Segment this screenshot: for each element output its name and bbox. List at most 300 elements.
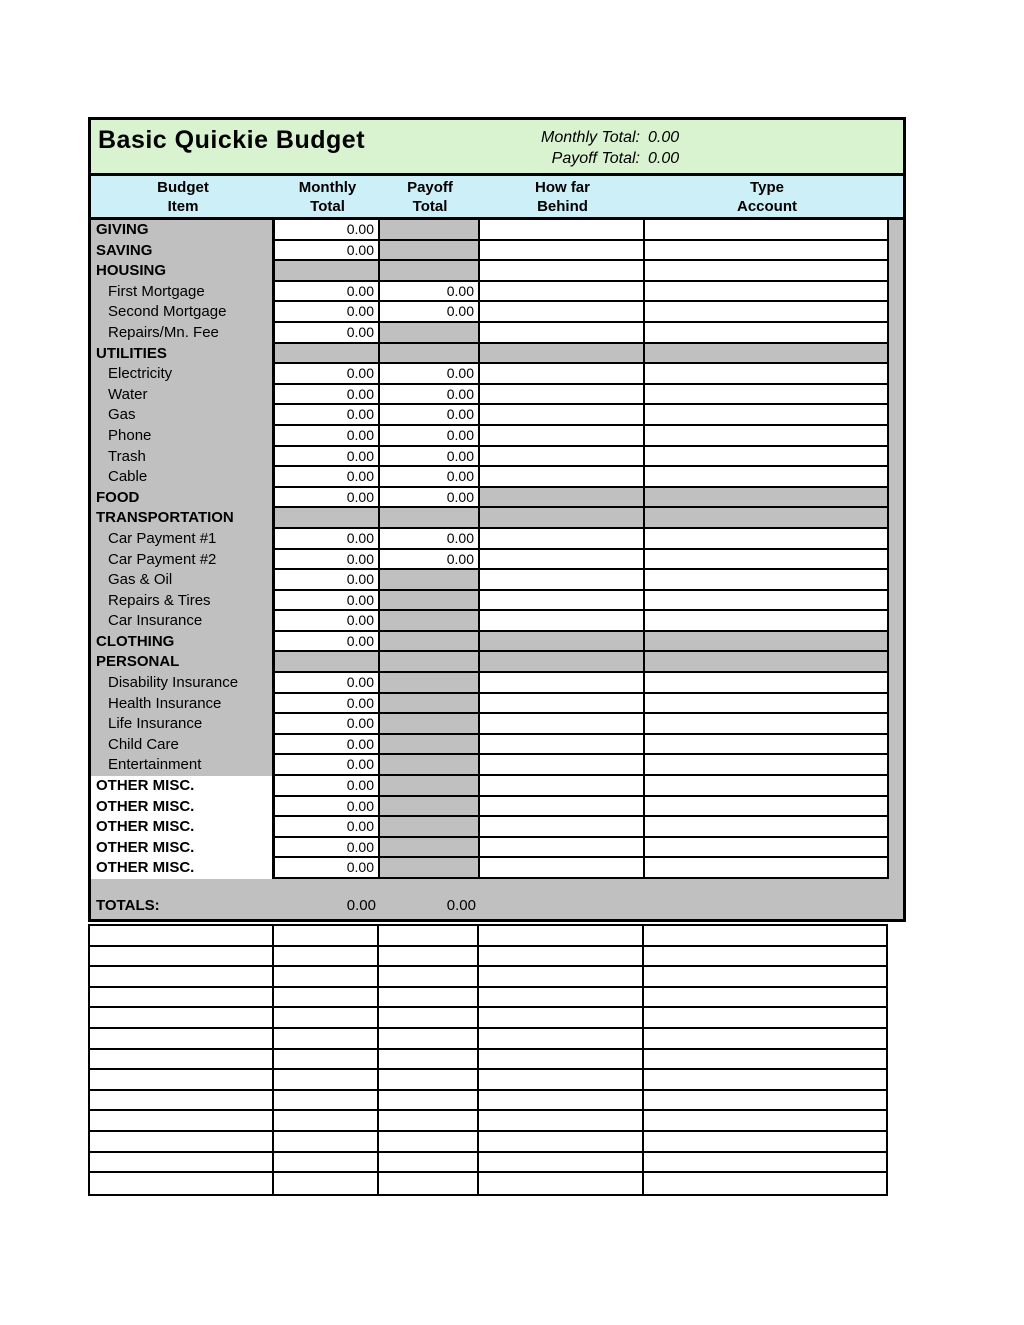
entry-budget-item-cell[interactable] (90, 1070, 274, 1091)
how-far-behind-cell (480, 652, 645, 673)
locked-strip (889, 755, 903, 776)
entry-payoff-total-cell[interactable] (379, 967, 479, 988)
entry-payoff-total-cell[interactable] (379, 926, 479, 947)
payoff-total-cell[interactable]: 0.00 (380, 364, 480, 385)
monthly-total-cell (275, 652, 380, 673)
entry-budget-item-cell[interactable] (90, 967, 274, 988)
type-account-cell (645, 652, 889, 673)
how-far-behind-cell[interactable] (480, 364, 645, 385)
entry-monthly-total-cell[interactable] (274, 1132, 379, 1153)
how-far-behind-cell[interactable] (480, 302, 645, 323)
payoff-total-cell (380, 776, 480, 797)
how-far-behind-cell[interactable] (480, 611, 645, 632)
entry-budget-item-cell[interactable] (90, 988, 274, 1009)
locked-strip (889, 447, 903, 468)
header-budget-item: Budget Item (157, 179, 209, 215)
how-far-behind-cell[interactable] (480, 817, 645, 838)
type-account-cell[interactable] (645, 611, 889, 632)
entry-monthly-total-cell[interactable] (274, 1070, 379, 1091)
budget-item-cell: OTHER MISC. (91, 817, 275, 838)
entry-row (90, 1132, 886, 1153)
type-account-cell[interactable] (645, 591, 889, 612)
payoff-total-cell[interactable]: 0.00 (380, 385, 480, 406)
how-far-behind-cell[interactable] (480, 323, 645, 344)
locked-strip (889, 714, 903, 735)
payoff-total-cell[interactable]: 0.00 (380, 282, 480, 303)
entry-payoff-total-cell[interactable] (379, 988, 479, 1009)
totals-row (91, 879, 903, 919)
how-far-behind-cell[interactable] (480, 405, 645, 426)
payoff-total-label: Payoff Total: (551, 150, 640, 167)
entry-monthly-total-cell[interactable] (274, 926, 379, 947)
table-row (91, 755, 903, 776)
payoff-total-cell[interactable]: 0.00 (380, 405, 480, 426)
entry-how-far-behind-cell[interactable] (479, 1070, 644, 1091)
monthly-total-cell[interactable]: 0.00 (275, 364, 380, 385)
entry-monthly-total-cell[interactable] (274, 967, 379, 988)
entry-payoff-total-cell[interactable] (379, 1111, 479, 1132)
entry-type-account-cell[interactable] (644, 1132, 886, 1153)
payoff-total-cell[interactable]: 0.00 (380, 447, 480, 468)
entry-monthly-total-cell[interactable] (274, 1029, 379, 1050)
monthly-total-label: Monthly Total: (540, 129, 640, 146)
locked-strip (889, 405, 903, 426)
monthly-total-cell[interactable]: 0.00 (275, 735, 380, 756)
monthly-total-value: 0.00 (648, 129, 680, 146)
type-account-cell[interactable] (645, 694, 889, 715)
locked-strip (889, 570, 903, 591)
how-far-behind-cell[interactable] (480, 467, 645, 488)
payoff-total-cell (380, 673, 480, 694)
entry-row (90, 1008, 886, 1029)
type-account-cell[interactable] (645, 858, 889, 879)
entry-budget-item-cell[interactable] (90, 1173, 274, 1194)
entry-row (90, 1111, 886, 1132)
entry-payoff-total-cell[interactable] (379, 1173, 479, 1194)
locked-strip (889, 529, 903, 550)
locked-strip (889, 838, 903, 859)
table-row (91, 323, 903, 344)
how-far-behind-cell[interactable] (480, 714, 645, 735)
type-account-cell[interactable] (645, 261, 889, 282)
payoff-total-cell (380, 261, 480, 282)
how-far-behind-cell[interactable] (480, 570, 645, 591)
entry-payoff-total-cell[interactable] (379, 1029, 479, 1050)
entry-row (90, 967, 886, 988)
type-account-cell[interactable] (645, 735, 889, 756)
entry-row (90, 1153, 886, 1174)
locked-strip (889, 858, 903, 879)
budget-item-cell: OTHER MISC. (91, 838, 275, 859)
how-far-behind-cell (480, 344, 645, 365)
how-far-behind-cell[interactable] (480, 261, 645, 282)
table-row (91, 467, 903, 488)
entry-row (90, 1050, 886, 1071)
entry-budget-item-cell[interactable] (90, 1111, 274, 1132)
payoff-total-cell (380, 570, 480, 591)
budget-item-cell: Car Insurance (91, 611, 275, 632)
type-account-cell (645, 344, 889, 365)
locked-strip (889, 488, 903, 509)
column-header-row (91, 176, 903, 220)
monthly-total-cell[interactable]: 0.00 (275, 611, 380, 632)
type-account-cell[interactable] (645, 220, 889, 241)
monthly-total-cell[interactable]: 0.00 (275, 405, 380, 426)
how-far-behind-cell (480, 508, 645, 529)
entry-how-far-behind-cell[interactable] (479, 967, 644, 988)
table-row (91, 447, 903, 468)
header-how-far-behind: How far Behind (534, 179, 590, 215)
locked-strip (889, 797, 903, 818)
table-row (91, 632, 903, 653)
how-far-behind-cell[interactable] (480, 858, 645, 879)
table-row (91, 673, 903, 694)
monthly-total-cell[interactable]: 0.00 (275, 241, 380, 262)
entry-type-account-cell[interactable] (644, 926, 886, 947)
payoff-total-cell (380, 735, 480, 756)
monthly-total-cell[interactable]: 0.00 (275, 591, 380, 612)
table-row (91, 261, 903, 282)
table-row (91, 652, 903, 673)
table-row (91, 591, 903, 612)
how-far-behind-cell[interactable] (480, 529, 645, 550)
payoff-total-cell[interactable]: 0.00 (380, 302, 480, 323)
table-row (91, 426, 903, 447)
type-account-cell[interactable] (645, 817, 889, 838)
table-row (91, 611, 903, 632)
how-far-behind-cell[interactable] (480, 241, 645, 262)
budget-item-cell: UTILITIES (91, 344, 275, 365)
type-account-cell[interactable] (645, 405, 889, 426)
payoff-total-cell (380, 817, 480, 838)
how-far-behind-cell[interactable] (480, 426, 645, 447)
entry-monthly-total-cell[interactable] (274, 947, 379, 968)
how-far-behind-cell[interactable] (480, 447, 645, 468)
entry-type-account-cell[interactable] (644, 1111, 886, 1132)
type-account-cell[interactable] (645, 241, 889, 262)
table-row (91, 776, 903, 797)
entry-payoff-total-cell[interactable] (379, 1153, 479, 1174)
entry-payoff-total-cell[interactable] (379, 1132, 479, 1153)
type-account-cell[interactable] (645, 529, 889, 550)
type-account-cell[interactable] (645, 776, 889, 797)
type-account-cell[interactable] (645, 797, 889, 818)
table-row (91, 405, 903, 426)
payoff-total-cell (380, 838, 480, 859)
budget-item-cell: TRANSPORTATION (91, 508, 275, 529)
entry-type-account-cell[interactable] (644, 1070, 886, 1091)
entry-budget-item-cell[interactable] (90, 926, 274, 947)
monthly-total-cell[interactable]: 0.00 (275, 776, 380, 797)
payoff-total-cell (380, 797, 480, 818)
payoff-total-cell (380, 611, 480, 632)
entry-budget-item-cell[interactable] (90, 1008, 274, 1029)
type-account-cell[interactable] (645, 385, 889, 406)
header-spacer (889, 176, 903, 217)
locked-strip (889, 632, 903, 653)
payoff-total-cell[interactable]: 0.00 (380, 426, 480, 447)
type-account-cell[interactable] (645, 550, 889, 571)
locked-strip (889, 735, 903, 756)
entry-how-far-behind-cell[interactable] (479, 926, 644, 947)
table-row (91, 364, 903, 385)
table-row (91, 550, 903, 571)
entry-monthly-total-cell[interactable] (274, 988, 379, 1009)
how-far-behind-cell[interactable] (480, 282, 645, 303)
table-row (91, 694, 903, 715)
budget-item-cell: OTHER MISC. (91, 797, 275, 818)
payoff-total-cell (380, 508, 480, 529)
payoff-total-cell (380, 344, 480, 365)
entry-payoff-total-cell[interactable] (379, 1050, 479, 1071)
table-row (91, 529, 903, 550)
monthly-total-cell[interactable]: 0.00 (275, 755, 380, 776)
entry-monthly-total-cell[interactable] (274, 1091, 379, 1112)
type-account-cell[interactable] (645, 755, 889, 776)
budget-item-cell: Life Insurance (91, 714, 275, 735)
totals-label: TOTALS: (96, 897, 160, 914)
entry-type-account-cell[interactable] (644, 1173, 886, 1194)
summary-totals (391, 127, 679, 169)
how-far-behind-cell[interactable] (480, 735, 645, 756)
type-account-cell[interactable] (645, 838, 889, 859)
entry-how-far-behind-cell[interactable] (479, 947, 644, 968)
entry-monthly-total-cell[interactable] (274, 1111, 379, 1132)
budget-rows (91, 220, 903, 879)
locked-strip (889, 694, 903, 715)
table-row (91, 797, 903, 818)
entry-type-account-cell[interactable] (644, 1050, 886, 1071)
monthly-total-cell[interactable]: 0.00 (275, 570, 380, 591)
how-far-behind-cell[interactable] (480, 550, 645, 571)
locked-strip (889, 776, 903, 797)
type-account-cell (645, 488, 889, 509)
monthly-total-cell[interactable]: 0.00 (275, 838, 380, 859)
totals-payoff-value: 0.00 (446, 897, 476, 914)
payoff-total-cell (380, 694, 480, 715)
budget-item-cell: Entertainment (91, 755, 275, 776)
sheet-title: Basic Quickie Budget (98, 126, 366, 154)
budget-item-cell: Child Care (91, 735, 275, 756)
entry-row (90, 988, 886, 1009)
monthly-total-cell[interactable]: 0.00 (275, 714, 380, 735)
entry-how-far-behind-cell[interactable] (479, 1091, 644, 1112)
payoff-total-cell (380, 755, 480, 776)
type-account-cell[interactable] (645, 467, 889, 488)
payoff-total-cell (380, 220, 480, 241)
locked-strip (889, 817, 903, 838)
budget-item-cell: Water (91, 385, 275, 406)
totals-monthly-value: 0.00 (346, 897, 376, 914)
monthly-total-cell[interactable]: 0.00 (275, 550, 380, 571)
type-account-cell[interactable] (645, 323, 889, 344)
budget-sheet (88, 117, 906, 922)
entry-how-far-behind-cell[interactable] (479, 1050, 644, 1071)
payoff-total-cell[interactable]: 0.00 (380, 467, 480, 488)
entry-type-account-cell[interactable] (644, 947, 886, 968)
monthly-total-cell[interactable]: 0.00 (275, 673, 380, 694)
entry-monthly-total-cell[interactable] (274, 1008, 379, 1029)
table-row (91, 838, 903, 859)
monthly-total-cell[interactable]: 0.00 (275, 447, 380, 468)
table-row (91, 817, 903, 838)
payoff-total-cell[interactable]: 0.00 (380, 488, 480, 509)
locked-strip (889, 282, 903, 303)
entry-monthly-total-cell[interactable] (274, 1153, 379, 1174)
type-account-cell[interactable] (645, 302, 889, 323)
table-row (91, 488, 903, 509)
how-far-behind-cell[interactable] (480, 755, 645, 776)
locked-strip (889, 611, 903, 632)
budget-item-cell: Repairs/Mn. Fee (91, 323, 275, 344)
locked-strip (889, 508, 903, 529)
monthly-total-cell[interactable]: 0.00 (275, 817, 380, 838)
budget-item-cell: First Mortgage (91, 282, 275, 303)
entry-grid (88, 924, 888, 1196)
monthly-total-cell[interactable]: 0.00 (275, 529, 380, 550)
locked-strip (889, 364, 903, 385)
table-row (91, 344, 903, 365)
locked-strip (889, 302, 903, 323)
budget-item-cell: Repairs & Tires (91, 591, 275, 612)
table-row (91, 302, 903, 323)
budget-item-cell: Gas & Oil (91, 570, 275, 591)
budget-item-cell: Trash (91, 447, 275, 468)
monthly-total-cell[interactable]: 0.00 (275, 426, 380, 447)
entry-row (90, 1029, 886, 1050)
type-account-cell[interactable] (645, 364, 889, 385)
entry-how-far-behind-cell[interactable] (479, 1173, 644, 1194)
how-far-behind-cell (480, 632, 645, 653)
entry-how-far-behind-cell[interactable] (479, 1111, 644, 1132)
how-far-behind-cell[interactable] (480, 776, 645, 797)
header-type-account: Type Account (737, 179, 797, 215)
table-row (91, 385, 903, 406)
entry-budget-item-cell[interactable] (90, 1091, 274, 1112)
entry-monthly-total-cell[interactable] (274, 1050, 379, 1071)
entry-payoff-total-cell[interactable] (379, 1070, 479, 1091)
entry-type-account-cell[interactable] (644, 988, 886, 1009)
type-account-cell (645, 508, 889, 529)
entry-row (90, 1173, 886, 1194)
monthly-total-cell[interactable]: 0.00 (275, 302, 380, 323)
payoff-total-cell (380, 323, 480, 344)
table-row (91, 241, 903, 262)
payoff-total-cell (380, 714, 480, 735)
type-account-cell[interactable] (645, 282, 889, 303)
entry-type-account-cell[interactable] (644, 967, 886, 988)
how-far-behind-cell (480, 488, 645, 509)
monthly-total-cell[interactable]: 0.00 (275, 632, 380, 653)
entry-budget-item-cell[interactable] (90, 1153, 274, 1174)
monthly-total-cell[interactable]: 0.00 (275, 220, 380, 241)
title-bar (91, 120, 903, 176)
type-account-cell[interactable] (645, 570, 889, 591)
how-far-behind-cell[interactable] (480, 220, 645, 241)
entry-type-account-cell[interactable] (644, 1153, 886, 1174)
payoff-total-cell[interactable]: 0.00 (380, 529, 480, 550)
header-monthly-total: Monthly Total (298, 179, 357, 215)
monthly-total-cell (275, 508, 380, 529)
entry-type-account-cell[interactable] (644, 1091, 886, 1112)
entry-budget-item-cell[interactable] (90, 947, 274, 968)
payoff-total-cell[interactable]: 0.00 (380, 550, 480, 571)
locked-strip (889, 323, 903, 344)
type-account-cell[interactable] (645, 714, 889, 735)
how-far-behind-cell[interactable] (480, 797, 645, 818)
budget-item-cell: Disability Insurance (91, 673, 275, 694)
entry-payoff-total-cell[interactable] (379, 1008, 479, 1029)
monthly-total-cell[interactable]: 0.00 (275, 385, 380, 406)
entry-budget-item-cell[interactable] (90, 1050, 274, 1071)
budget-item-cell: Phone (91, 426, 275, 447)
locked-strip (889, 344, 903, 365)
type-account-cell[interactable] (645, 673, 889, 694)
entry-payoff-total-cell[interactable] (379, 1091, 479, 1112)
table-row (91, 508, 903, 529)
entry-payoff-total-cell[interactable] (379, 947, 479, 968)
payoff-total-cell (380, 591, 480, 612)
locked-strip (889, 550, 903, 571)
monthly-total-cell (275, 261, 380, 282)
how-far-behind-cell[interactable] (480, 838, 645, 859)
budget-item-cell: OTHER MISC. (91, 858, 275, 879)
monthly-total-cell[interactable]: 0.00 (275, 694, 380, 715)
entry-budget-item-cell[interactable] (90, 1029, 274, 1050)
locked-strip (889, 591, 903, 612)
entry-budget-item-cell[interactable] (90, 1132, 274, 1153)
type-account-cell[interactable] (645, 426, 889, 447)
entry-row (90, 1091, 886, 1112)
budget-item-cell: CLOTHING (91, 632, 275, 653)
monthly-total-cell[interactable]: 0.00 (275, 467, 380, 488)
entry-how-far-behind-cell[interactable] (479, 988, 644, 1009)
locked-strip (889, 467, 903, 488)
monthly-total-cell[interactable]: 0.00 (275, 797, 380, 818)
budget-item-cell: FOOD (91, 488, 275, 509)
entry-how-far-behind-cell[interactable] (479, 1132, 644, 1153)
budget-item-cell: OTHER MISC. (91, 776, 275, 797)
entry-how-far-behind-cell[interactable] (479, 1008, 644, 1029)
how-far-behind-cell[interactable] (480, 591, 645, 612)
type-account-cell (645, 632, 889, 653)
payoff-total-summary (391, 148, 679, 169)
entry-row (90, 947, 886, 968)
budget-item-cell: Health Insurance (91, 694, 275, 715)
entry-type-account-cell[interactable] (644, 1029, 886, 1050)
entry-monthly-total-cell[interactable] (274, 1173, 379, 1194)
how-far-behind-cell[interactable] (480, 694, 645, 715)
monthly-total-cell[interactable]: 0.00 (275, 858, 380, 879)
budget-item-cell: HOUSING (91, 261, 275, 282)
monthly-total-cell[interactable]: 0.00 (275, 488, 380, 509)
entry-type-account-cell[interactable] (644, 1008, 886, 1029)
monthly-total-cell (275, 344, 380, 365)
payoff-total-cell (380, 858, 480, 879)
locked-strip (889, 673, 903, 694)
table-row (91, 570, 903, 591)
payoff-total-value: 0.00 (648, 150, 680, 167)
how-far-behind-cell[interactable] (480, 385, 645, 406)
type-account-cell[interactable] (645, 447, 889, 468)
monthly-total-cell[interactable]: 0.00 (275, 323, 380, 344)
budget-item-cell: Car Payment #2 (91, 550, 275, 571)
entry-how-far-behind-cell[interactable] (479, 1153, 644, 1174)
how-far-behind-cell[interactable] (480, 673, 645, 694)
entry-how-far-behind-cell[interactable] (479, 1029, 644, 1050)
locked-strip (889, 426, 903, 447)
monthly-total-cell[interactable]: 0.00 (275, 282, 380, 303)
